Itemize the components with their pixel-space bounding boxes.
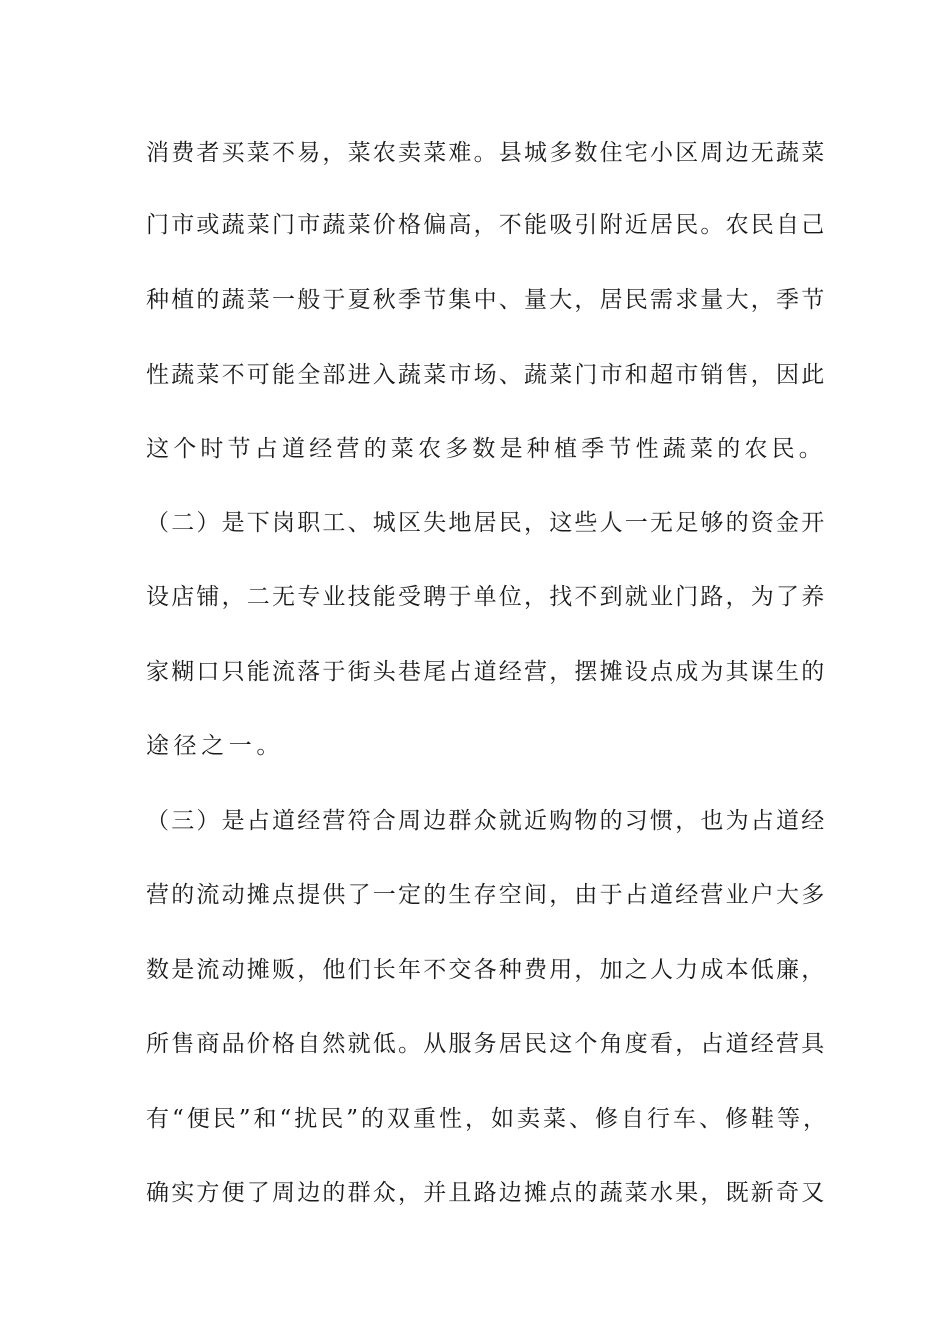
text-line-4: 性蔬菜不可能全部进入蔬菜市场、蔬菜门市和超市销售，因此 xyxy=(146,362,827,388)
text-line-7: 设店铺，二无专业技能受聘于单位，找不到就业门路，为了养 xyxy=(146,584,827,610)
text-line-15: 确实方便了周边的群众，并且路边摊点的蔬菜水果，既新奇又 xyxy=(146,1180,827,1206)
text-line-2: 门市或蔬菜门市蔬菜价格偏高，不能吸引附近居民。农民自己 xyxy=(146,212,827,238)
text-line-12: 数是流动摊贩，他们长年不交各种费用，加之人力成本低廉， xyxy=(146,957,827,983)
text-line-6: （二）是下岗职工、城区失地居民，这些人一无足够的资金开 xyxy=(146,510,827,536)
text-line-14: 有“便民”和“扰民”的双重性，如卖菜、修自行车、修鞋等， xyxy=(146,1106,830,1132)
text-line-10: （三）是占道经营符合周边群众就近购物的习惯，也为占道经 xyxy=(146,808,827,834)
text-line-1: 消费者买菜不易，菜农卖菜难。县城多数住宅小区周边无蔬菜 xyxy=(146,140,827,166)
text-line-8: 家糊口只能流落于街头巷尾占道经营，摆摊设点成为其谋生的 xyxy=(146,659,827,685)
text-line-11: 营的流动摊点提供了一定的生存空间，由于占道经营业户大多 xyxy=(146,882,827,908)
text-line-5: 这个时节占道经营的菜农多数是种植季节性蔬菜的农民。 xyxy=(146,436,826,462)
text-line-3: 种植的蔬菜一般于夏秋季节集中、量大，居民需求量大，季节 xyxy=(146,287,827,313)
text-line-9: 途径之一。 xyxy=(146,733,284,759)
text-line-13: 所售商品价格自然就低。从服务居民这个角度看，占道经营具 xyxy=(146,1031,827,1057)
